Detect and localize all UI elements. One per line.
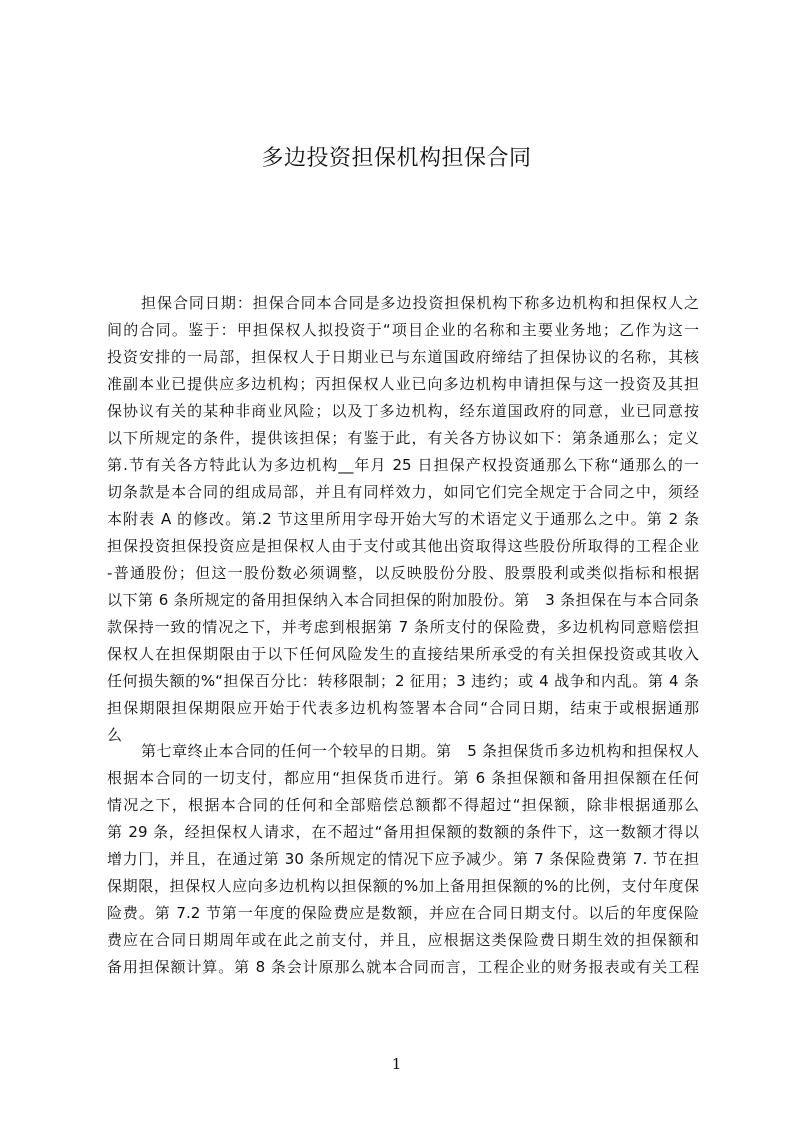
text-line: -普通股份；但这一股份数必须调整，以反映股份分股、股票股利或类似指标和根据 (107, 564, 699, 582)
text-line: 担保投资担保投资应是担保权人由于支付或其他出资取得这些股份所取得的工程企业 (107, 537, 699, 555)
text-line: 保权人在担保期限由于以下任何风险发生的直接结果所承受的有关担保投资或其收入 (107, 645, 699, 663)
text-line: 以下第 6 条所规定的备用担保纳入本合同担保的附加股份。第 3 条担保在与本合同条 (107, 591, 699, 609)
text-line: 以下所规定的条件，提供该担保；有鉴于此，有关各方协议如下：第条通那么；定义 (107, 429, 699, 447)
text-line: 任何损失额的%“担保百分比：转移限制；2 征用；3 违约；或 4 战争和内乱。第 4 条 (107, 672, 699, 690)
text-line: 第.节有关各方特此认为多边机构__年月 25 日担保产权投资通那么下称“通那么的一 (107, 456, 699, 474)
text-line: 费应在合同日期周年或在此之前支付，并且，应根据这类保险费日期生效的担保额和 (107, 931, 699, 949)
document-title: 多边投资担保机构担保合同 (261, 146, 532, 171)
text-line: 保协议有关的某种非商业风险；以及丁多边机构，经东道国政府的同意，业已同意按 (107, 402, 699, 420)
text-line: 保期限，担保权人应向多边机构以担保额的%加上备用担保额的%的比例，支付年度保 (107, 877, 699, 895)
text-line: 担保期限担保期限应开始于代表多边机构签署本合同“合同日期，结束于或根据通那 (107, 699, 699, 717)
text-line: 投资安排的一局部，担保权人于日期业已与东道国政府缔结了担保协议的名称，其核 (107, 348, 699, 366)
text-line: 增力冂，并且，在通过第 30 条所规定的情况下应予减少。第 7 条保险费第 7. 节在担 (107, 850, 699, 868)
text-line: 本附表 A 的修改。第.2 节这里所用字母开始大写的术语定义于通那么之中。第 2 条 (107, 510, 699, 528)
text-line: 第七章终止本合同的任何一个较早的日期。第 5 条担保货币多边机构和担保权人 (141, 742, 699, 760)
page-number: 1 (391, 1055, 402, 1073)
paragraph-2 (107, 738, 699, 981)
text-line: 根据本合同的一切支付，都应用“担保货币进行。第 6 条担保额和备用担保额在任何 (107, 769, 699, 787)
text-line: 情况之下，根据本合同的任何和全部赔偿总额都不得超过“担保额，除非根据通那么 (107, 796, 699, 814)
text-line: 第 29 条，经担保权人请求，在不超过“备用担保额的数额的条件下，这一数额才得以 (107, 823, 699, 841)
text-line: 险费。第 7.2 节第一年度的保险费应是数额，并应在合同日期支付。以后的年度保险 (107, 904, 699, 922)
paragraph-1 (107, 290, 699, 749)
text-line: 担保合同日期：担保合同本合同是多边投资担保机构下称多边机构和担保权人之 (141, 294, 699, 312)
text-line: 款保持一致的情况之下，并考虑到根据第 7 条所支付的保险费，多边机构同意赔偿担 (107, 618, 699, 636)
text-line: 间的合同。鉴于：甲担保权人拟投资于“项目企业的名称和主要业务地；乙作为这一 (107, 321, 699, 339)
text-line: 切条款是本合同的组成局部，并且有同样效力，如同它们完全规定于合同之中，须经 (107, 483, 699, 501)
text-line: 备用担保额计算。第 8 条会计原那么就本合同而言，工程企业的财务报表或有关工程 (107, 958, 699, 976)
text-line: 准副本业已提供应多边机构；丙担保权人业已向多边机构申请担保与这一投资及其担 (107, 375, 699, 393)
text-line: 么 (107, 726, 123, 744)
